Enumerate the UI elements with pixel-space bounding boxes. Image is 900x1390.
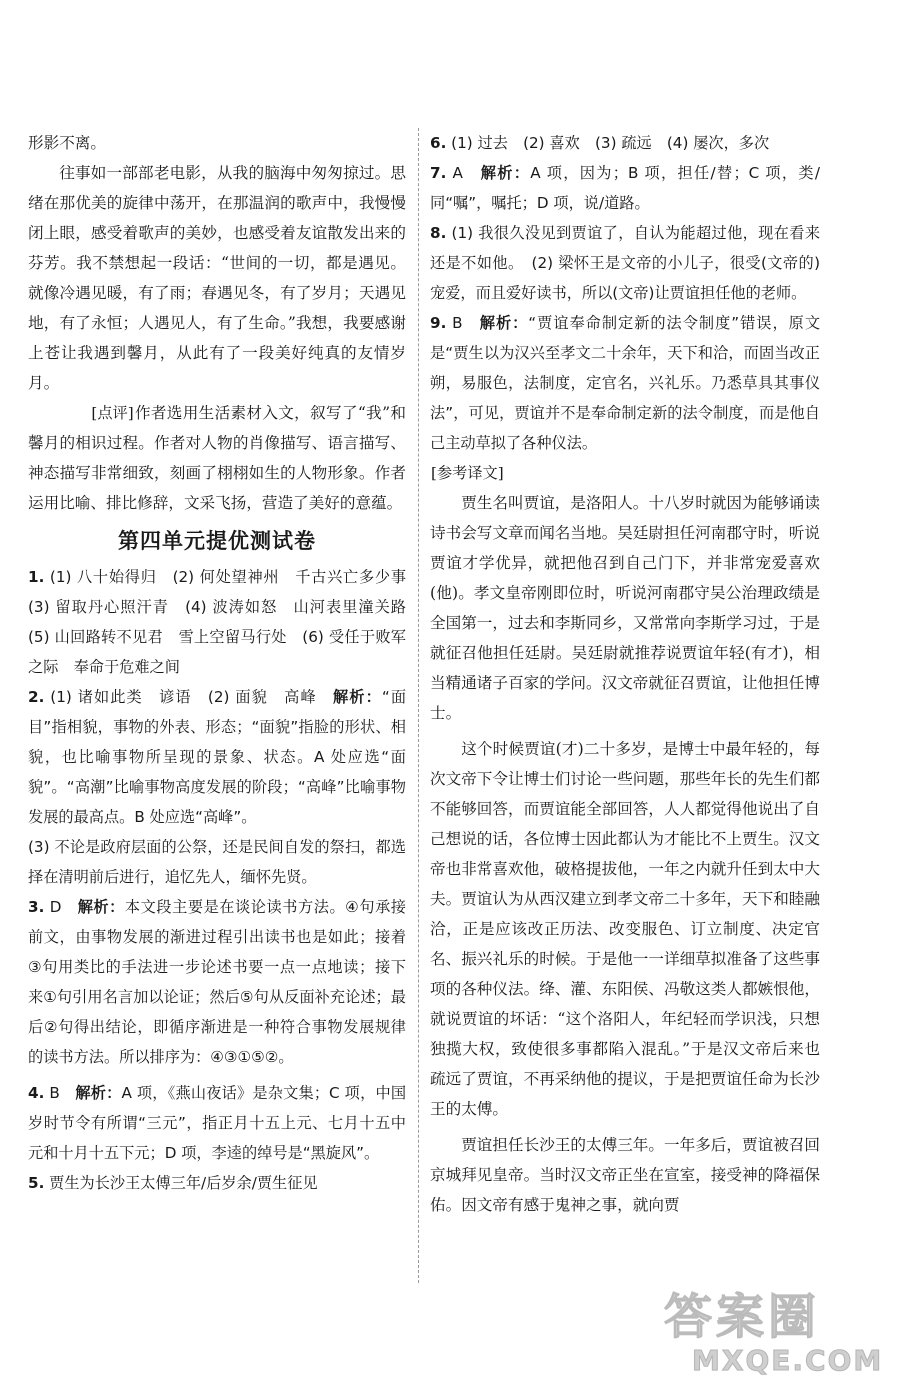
analysis-text: “贾谊奉命制定新的法令制度”错误，原文是“贾生以为汉兴至孝文二十余年，天下和洽，而固当改正朔，易服色，法制度，定官名，兴礼乐。乃悉草具其事仪法”，可见，贾谊并不是奉命制定新的法令制度，而是他自己主动草拟了各种仪法。 — [430, 314, 821, 452]
analysis-label: 解析： — [479, 314, 529, 332]
reference-translation-heading — [430, 458, 820, 488]
reference-tag: [ 参考译文 ] — [430, 458, 505, 488]
right-column — [430, 128, 820, 1220]
answer-text: (1) 八十始得归 (2) 何处望神州 千古兴亡多少事 (3) 留取丹心照汗青 (4) 波涛如怒 山河表里潼关路 (5) 山回路转不见君 雪上空留马行处 (6) 受任于败军之际 奉命于危难之间 — [28, 568, 422, 676]
translation-paragraph: 贾谊担任长沙王的太傅三年。一年多后，贾谊被召回京城拜见皇帝。当时汉文帝正坐在宣室，接受神的降福保佑。因文帝有感于鬼神之事，就向贾 — [430, 1136, 820, 1214]
site-watermark — [664, 1290, 890, 1386]
comment-text: 作者选用生活素材入文，叙写了“我”和馨月的相识过程。作者对人物的肖像描写、语言描写、神态描写非常细致，刻画了栩栩如生的人物形象。作者运用比喻、排比修辞，文采飞扬，营造了美好的意蕴。 — [28, 404, 406, 512]
answer-text: (1) 诸如此类 谚语 (2) 面貌 高峰 — [50, 688, 334, 706]
answer-choice: B — [452, 314, 480, 332]
analysis-label: 解析： — [333, 688, 382, 706]
answer-text: (1) 过去 (2) 喜欢 (3) 疏远 (4) 屡次，多次 — [451, 134, 770, 152]
column-divider — [418, 128, 419, 1283]
essay-tail: 形影不离。 — [28, 134, 106, 152]
analysis-text: 本文段主要是在谈论读书方法。④句承接前文，由事物发展的渐进过程引出读书也是如此；接着③句用类比的手法进一步论述书要一点一点地读；接下来①句引用名言加以论证；然后⑤句从反面补充论述；最后②句得出结论，即循序渐进是一种符合事物发展规律的读书方法。所以排序为：④③①⑤②。 — [28, 898, 406, 1066]
analysis-label: 解析： — [480, 164, 531, 182]
translation-paragraph: 贾生名叫贾谊，是洛阳人。十八岁时就因为能够诵读诗书会写文章而闻名当地。吴廷尉担任河南郡守时，听说贾谊才学优异，就把他召到自己门下，并非常宠爱喜欢(他)。孝文皇帝刚即位时，听说河南郡守吴公治理政绩是全国第一，过去和李斯同乡，又常常向李斯学习过，于是就征召他担任廷尉。吴廷尉就推荐说贾谊年轻(有才)，相当精通诸子百家的学问。汉文帝就征召贾谊，让他担任博士。 — [430, 494, 820, 722]
answer-6 — [430, 128, 820, 158]
question-number: 8. — [430, 224, 447, 242]
analysis-label: 解析： — [77, 898, 125, 916]
question-number: 4. — [28, 1084, 45, 1102]
question-number: 2. — [28, 688, 45, 706]
question-number: 6. — [430, 134, 447, 152]
answer-8 — [430, 218, 820, 308]
answer-1 — [28, 562, 422, 682]
answer-4 — [28, 1078, 406, 1168]
analysis-text: A 项，因为；B 项，担任/替；C 项，类/同“嘱”，嘱托；D 项，说/道路。 — [430, 164, 821, 212]
answer-choice: A — [452, 164, 481, 182]
section-title: 第四单元提优测试卷 — [118, 528, 316, 553]
answer-choice: D — [49, 898, 78, 916]
answer-2 — [28, 682, 406, 832]
analysis-text: “面目”指相貌，事物的外表、形态；“面貌”指脸的形状、相貌，也比喻事物所呈现的景象、状态。A 处应选“面貌”。“高潮”比喻事物高度发展的阶段；“高峰”比喻事物发展的最高点。B 处应选“高峰”。 — [28, 688, 407, 826]
comment-tag: [ 点评 ] — [59, 398, 134, 428]
answer-text: 贾生为长沙王太傅三年/后岁余/贾生征见 — [49, 1174, 318, 1192]
question-number: 3. — [28, 898, 45, 916]
question-number: 1. — [28, 568, 45, 586]
answer-2-part-3: (3) 不论是政府层面的公祭，还是民间自发的祭扫，都选择在清明前后进行，追忆先人，缅怀先贤。 — [28, 838, 406, 886]
answer-3 — [28, 892, 406, 1072]
answer-7 — [430, 158, 820, 218]
translation-paragraph: 这个时候贾谊(才)二十多岁，是博士中最年轻的，每次文帝下令让博士们讨论一些问题，那些年长的先生们都不能够回答，而贾谊能全部回答，人人都觉得他说出了自己想说的话，各位博士因此都认为才能比不上贾生。汉文帝也非常喜欢他，破格提拔他，一年之内就升任到太中大夫。贾谊认为从西汉建立到孝文帝二十多年，天下和睦融洽，正是应该改正历法、改变服色、订立制度、决定官名、振兴礼乐的时候。于是他一一详细草拟准备了这些事项的各种仪法。绛、灌、东阳侯、冯敬这类人都嫉恨他，就说贾谊的坏话：“这个洛阳人，年纪轻而学识浅，只想独揽大权，致使很多事都陷入混乱。”于是汉文帝后来也疏远了贾谊，不再采纳他的提议，于是把贾谊任命为长沙王的太傅。 — [430, 740, 820, 1118]
answer-text: (1) 我很久没见到贾谊了，自认为能超过他，现在看来还是不如他。 (2) 梁怀王是文帝的小儿子，很受(文帝的)宠爱，而且爱好读书，所以(文帝)让贾谊担任他的老师。 — [430, 224, 821, 302]
answer-choice: B — [49, 1084, 76, 1102]
analysis-text: A 项，《燕山夜话》是杂文集；C 项，中国岁时节令有所谓“三元”，指正月十五上元、七月十五中元和十月十五下元；D 项，李逵的绰号是“黑旋风”。 — [28, 1084, 407, 1162]
left-column — [28, 128, 422, 1198]
answer-5 — [28, 1168, 406, 1198]
question-number: 9. — [430, 314, 447, 332]
watermark-logo-text: 答案圈 — [664, 1289, 821, 1345]
question-number: 7. — [430, 164, 447, 182]
answer-9 — [430, 308, 820, 458]
watermark-url: MXQE.COM — [692, 1344, 884, 1377]
analysis-label: 解析： — [75, 1084, 122, 1102]
comment-paragraph — [28, 398, 406, 518]
essay-paragraph: 往事如一部部老电影，从我的脑海中匆匆掠过。思绪在那优美的旋律中荡开，在那温润的歌声中，我慢慢闭上眼，感受着歌声的美妙，也感受着友谊散发出来的芬芳。我不禁想起一段话：“世间的一切，都是遇见。就像冷遇见暖，有了雨；春遇见冬，有了岁月；天遇见地，有了永恒；人遇见人，有了生命。”我想，我要感谢上苍让我遇到馨月，从此有了一段美好纯真的友情岁月。 — [28, 164, 406, 392]
question-number: 5. — [28, 1174, 45, 1192]
